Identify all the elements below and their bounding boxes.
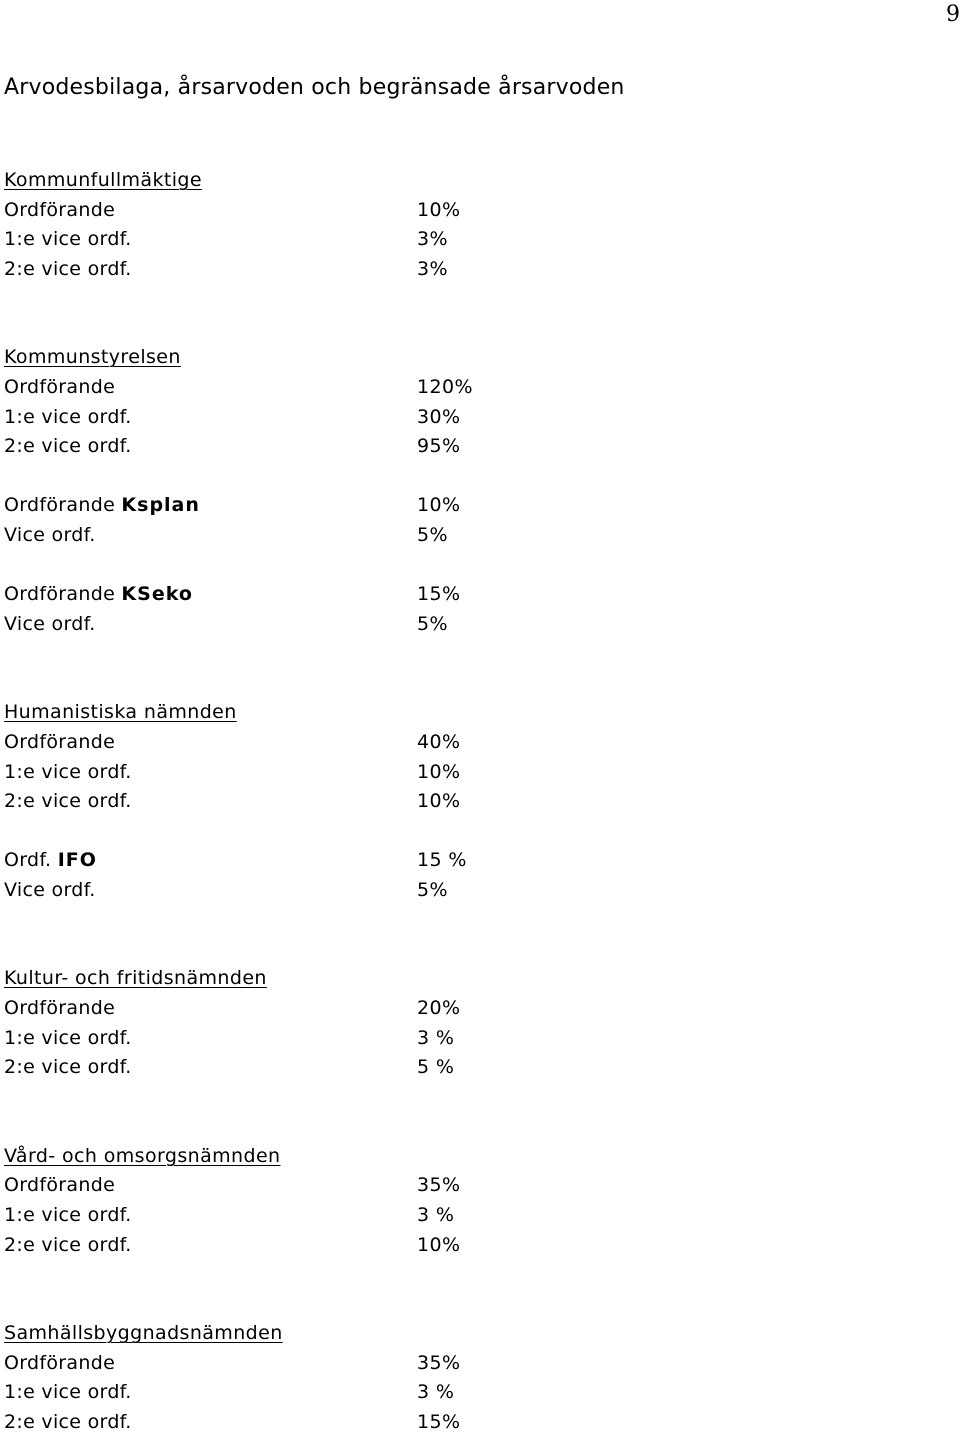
fee-percentage: 3%: [417, 257, 448, 280]
fee-row: [4, 1201, 704, 1231]
role-label: [4, 1231, 132, 1261]
role-text: Ordförande: [4, 1351, 116, 1374]
section-heading: Kommunfullmäktige: [4, 169, 202, 191]
role-text: 1:e vice ordf.: [4, 228, 132, 251]
section-heading: Samhällsbyggnadsnämnden: [4, 1322, 283, 1345]
role-label: [4, 255, 132, 285]
role-label: [4, 728, 115, 758]
fee-percentage: 15%: [417, 583, 461, 606]
section-heading: Vård- och omsorgsnämnden: [4, 1144, 281, 1167]
fee-row: [4, 758, 704, 788]
role-text: 1:e vice ordf.: [4, 405, 132, 428]
role-text: 1:e vice ordf.: [4, 1204, 132, 1227]
fee-row: [4, 225, 704, 255]
role-group: [4, 1171, 704, 1260]
role-text: Ordförande: [4, 730, 116, 753]
fee-percentage: 3 %: [417, 1026, 455, 1049]
role-label: [4, 1378, 132, 1408]
role-text: Ordförande: [4, 494, 122, 517]
fee-percentage: 10%: [417, 1233, 461, 1256]
fee-row: [4, 1231, 704, 1261]
fee-row: [4, 255, 704, 285]
fee-percentage: 10%: [417, 198, 461, 221]
fee-percentage: 3%: [417, 228, 448, 251]
role-group: [4, 1349, 704, 1438]
role-label: [4, 196, 115, 226]
role-group: [4, 846, 704, 905]
fee-row: [4, 521, 704, 551]
section-heading: Kultur- och fritidsnämnden: [4, 967, 267, 990]
fee-row: [4, 1171, 704, 1201]
fee-row: [4, 1349, 704, 1379]
fee-row: [4, 610, 704, 640]
role-label: [4, 846, 97, 876]
section-heading: Kommunstyrelsen: [4, 346, 181, 369]
role-label: [4, 521, 96, 551]
fee-row: [4, 876, 704, 906]
document-title: Arvodesbilaga, årsarvoden och begränsade årsarvoden: [4, 75, 625, 100]
committee-section: [4, 343, 704, 639]
role-text: 2:e vice ordf.: [4, 1056, 132, 1079]
role-label: [4, 787, 132, 817]
role-group: [4, 728, 704, 817]
fee-percentage: 5 %: [417, 1056, 455, 1079]
fee-row: [4, 1024, 704, 1054]
fee-percentage: 3 %: [417, 1381, 455, 1404]
role-text: 1:e vice ordf.: [4, 1381, 132, 1404]
fee-percentage: 35%: [417, 1351, 461, 1374]
fee-row: [4, 1408, 704, 1438]
role-label: [4, 758, 132, 788]
fee-row: [4, 373, 704, 403]
role-text: 1:e vice ordf.: [4, 1026, 132, 1049]
committee-section: [4, 698, 704, 905]
role-label: [4, 610, 96, 640]
role-label: [4, 876, 96, 906]
fee-row: [4, 1378, 704, 1408]
fee-percentage: 10%: [417, 760, 461, 783]
role-label: [4, 994, 115, 1024]
fee-percentage: 10%: [417, 790, 461, 813]
fee-row: [4, 846, 704, 876]
role-text: 2:e vice ordf.: [4, 1233, 132, 1256]
role-label: [4, 225, 132, 255]
fee-percentage: 35%: [417, 1174, 461, 1197]
fee-percentage: 5%: [417, 612, 448, 635]
role-text: 2:e vice ordf.: [4, 1411, 132, 1433]
role-text: Vice ordf.: [4, 523, 96, 546]
role-text: 2:e vice ordf.: [4, 435, 132, 458]
fee-percentage: 5%: [417, 878, 448, 901]
page-number: 9: [946, 2, 960, 27]
role-label: [4, 1201, 132, 1231]
fee-percentage: 5%: [417, 523, 448, 546]
role-label: [4, 580, 193, 610]
fee-row: [4, 491, 704, 521]
role-qualifier: IFO: [57, 849, 97, 872]
role-label: [4, 1408, 132, 1438]
fee-row: [4, 432, 704, 462]
fee-row: [4, 196, 704, 226]
fee-row: [4, 787, 704, 817]
role-group: [4, 994, 704, 1083]
section-heading: Humanistiska nämnden: [4, 701, 237, 724]
role-text: 2:e vice ordf.: [4, 257, 132, 280]
fee-percentage: 10%: [417, 494, 461, 517]
fee-percentage: 15 %: [417, 849, 467, 872]
fee-sections: [4, 166, 704, 1438]
role-text: Ordförande: [4, 375, 116, 398]
role-text: 2:e vice ordf.: [4, 790, 132, 813]
role-label: [4, 491, 200, 521]
role-group: [4, 196, 704, 285]
role-text: Ordförande: [4, 1174, 116, 1197]
fee-row: [4, 728, 704, 758]
fee-percentage: 20%: [417, 997, 461, 1020]
fee-percentage: 3 %: [417, 1204, 455, 1227]
role-text: Ordförande: [4, 198, 116, 221]
role-text: Ordf.: [4, 849, 58, 872]
role-text: Ordförande: [4, 997, 116, 1020]
fee-percentage: 30%: [417, 405, 461, 428]
role-label: [4, 403, 132, 433]
role-text: Vice ordf.: [4, 612, 96, 635]
committee-section: [4, 964, 704, 1082]
role-label: [4, 1053, 132, 1083]
role-label: [4, 1349, 115, 1379]
role-label: [4, 432, 132, 462]
role-text: Vice ordf.: [4, 878, 96, 901]
fee-percentage: 120%: [417, 375, 473, 398]
committee-section: [4, 1142, 704, 1260]
fee-row: [4, 994, 704, 1024]
fee-percentage: 40%: [417, 730, 461, 753]
role-qualifier: KSeko: [121, 583, 193, 606]
committee-section: [4, 166, 704, 284]
committee-section: [4, 1319, 704, 1437]
role-label: [4, 373, 115, 403]
fee-percentage: 15%: [417, 1411, 461, 1433]
role-qualifier: Ksplan: [121, 494, 200, 517]
role-group: [4, 491, 704, 550]
role-group: [4, 373, 704, 462]
role-text: Ordförande: [4, 583, 122, 606]
fee-row: [4, 1053, 704, 1083]
role-text: 1:e vice ordf.: [4, 760, 132, 783]
role-label: [4, 1024, 132, 1054]
fee-row: [4, 403, 704, 433]
role-group: [4, 580, 704, 639]
role-label: [4, 1171, 115, 1201]
fee-percentage: 95%: [417, 435, 461, 458]
fee-row: [4, 580, 704, 610]
